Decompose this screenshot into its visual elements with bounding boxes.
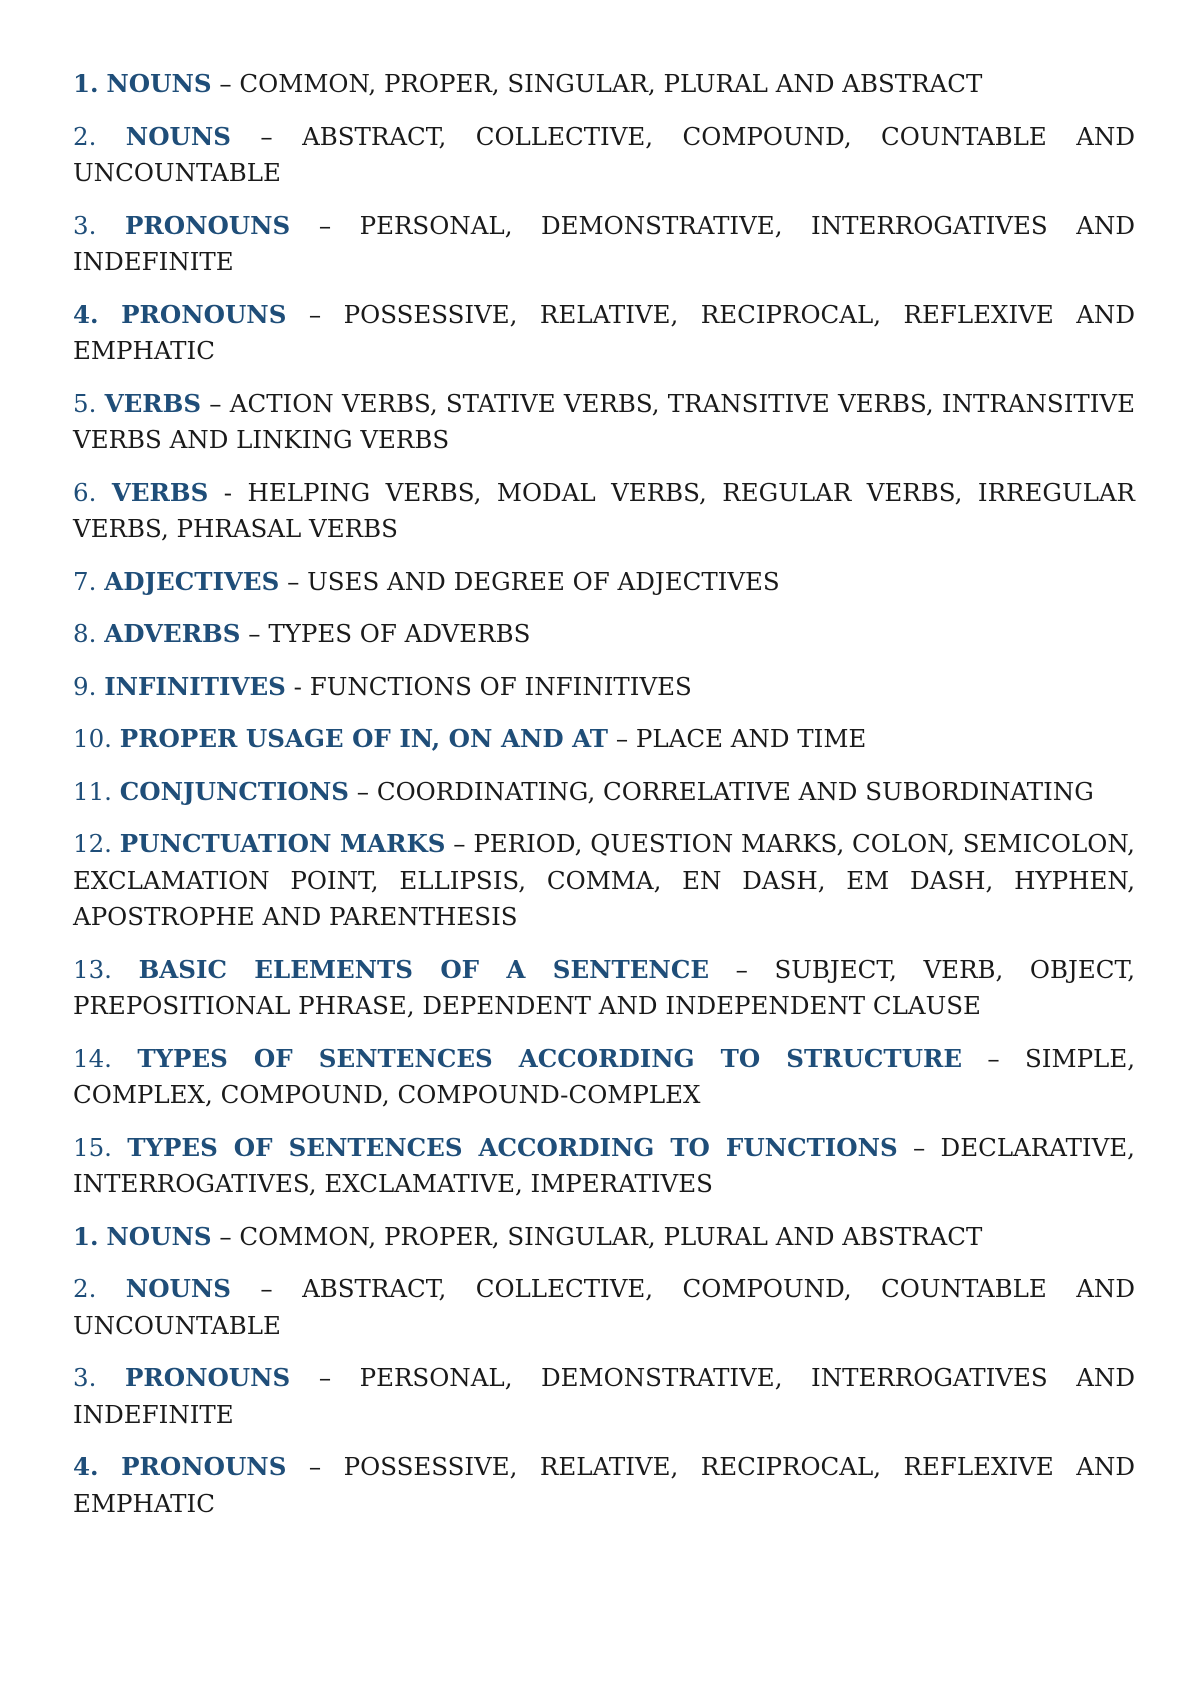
item-heading: NOUNS: [106, 69, 212, 98]
item-number: 12.: [73, 829, 112, 858]
item-description: ABSTRACT, COLLECTIVE, COMPOUND, COUNTABLE AND UNCOUNTABLE: [73, 1274, 1135, 1340]
item-number: 13.: [73, 954, 112, 984]
item-separator: –: [308, 299, 322, 329]
item-description: PERIOD, QUESTION MARKS, COLON, SEMICOLON, EXCLAMATION POINT, ELLIPSIS, COMMA, EN DASH, EM DASH, HYPHEN, APOSTROPHE AND PARENTHESIS: [73, 829, 1135, 931]
item-separator: –: [219, 1221, 232, 1251]
item-heading: PROPER USAGE OF IN, ON AND AT: [119, 724, 609, 753]
item-number: 2.: [73, 1274, 97, 1303]
item-separator: –: [308, 1452, 322, 1481]
topic-item: [73, 119, 1135, 192]
item-heading: PRONOUNS: [121, 299, 287, 329]
topic-item: [73, 616, 1135, 653]
item-description: COMMON, PROPER, SINGULAR, PLURAL AND ABSTRACT: [239, 69, 983, 98]
item-description: DECLARATIVE, INTERROGATIVES, EXCLAMATIVE, IMPERATIVES: [73, 1132, 1135, 1198]
item-number: 4.: [73, 299, 99, 329]
item-number: 6.: [73, 477, 97, 507]
topic-item: [73, 1271, 1135, 1344]
item-number: 10.: [73, 724, 112, 753]
topic-item: [73, 1360, 1135, 1433]
item-heading: BASIC ELEMENTS OF A SENTENCE: [138, 954, 709, 984]
item-separator: –: [987, 1043, 1000, 1073]
item-separator: –: [735, 954, 748, 984]
topic-item: [73, 475, 1135, 548]
topic-item: [73, 208, 1135, 281]
document-page: [73, 66, 1135, 1538]
item-separator: –: [248, 619, 261, 648]
item-heading: INFINITIVES: [104, 671, 286, 701]
item-separator: –: [615, 724, 629, 753]
item-heading: ADJECTIVES: [104, 566, 280, 596]
item-description: USES AND DEGREE OF ADJECTIVES: [307, 566, 780, 596]
item-separator: –: [219, 69, 232, 98]
item-heading: PRONOUNS: [124, 210, 291, 240]
topic-item: [73, 669, 1135, 706]
item-separator: –: [209, 388, 222, 418]
item-separator: –: [318, 210, 332, 240]
item-description: PERSONAL, DEMONSTRATIVE, INTERROGATIVES AND INDEFINITE: [73, 210, 1135, 276]
topic-item: [73, 826, 1135, 936]
item-number: 3.: [73, 210, 97, 240]
item-number: 5.: [73, 388, 97, 418]
item-separator: –: [260, 121, 273, 151]
item-description: COMMON, PROPER, SINGULAR, PLURAL AND ABSTRACT: [239, 1221, 983, 1251]
item-separator: –: [913, 1132, 926, 1162]
item-description: FUNCTIONS OF INFINITIVES: [309, 671, 692, 701]
item-number: 14.: [73, 1043, 112, 1073]
item-heading: NOUNS: [125, 121, 231, 151]
item-number: 1.: [73, 1221, 99, 1251]
item-number: 9.: [73, 671, 97, 701]
item-separator: –: [287, 566, 300, 596]
item-number: 3.: [73, 1363, 97, 1392]
item-number: 11.: [73, 776, 112, 806]
topic-item: [73, 774, 1135, 811]
topic-item: [73, 721, 1135, 758]
item-heading: TYPES OF SENTENCES ACCORDING TO STRUCTURE: [137, 1043, 963, 1073]
topic-item: [73, 564, 1135, 601]
item-heading: PUNCTUATION MARKS: [119, 829, 446, 858]
topic-item: [73, 1219, 1135, 1256]
item-number: 7.: [73, 566, 97, 596]
topic-item: [73, 66, 1135, 103]
item-description: POSSESSIVE, RELATIVE, RECIPROCAL, REFLEXIVE AND EMPHATIC: [73, 1452, 1135, 1518]
item-heading: ADVERBS: [104, 619, 241, 648]
topic-item: [73, 386, 1135, 459]
item-heading: PRONOUNS: [124, 1363, 291, 1392]
item-number: 1.: [73, 69, 99, 98]
topic-item: [73, 1130, 1135, 1203]
item-separator: -: [223, 477, 233, 507]
topic-item: [73, 952, 1135, 1025]
item-separator: –: [453, 829, 466, 858]
item-separator: –: [260, 1274, 273, 1303]
item-heading: CONJUNCTIONS: [119, 776, 349, 806]
item-number: 4.: [73, 1452, 99, 1481]
item-heading: NOUNS: [106, 1221, 212, 1251]
item-description: ABSTRACT, COLLECTIVE, COMPOUND, COUNTABLE AND UNCOUNTABLE: [73, 121, 1135, 187]
item-number: 2.: [73, 121, 97, 151]
item-description: SIMPLE, COMPLEX, COMPOUND, COMPOUND-COMPLEX: [73, 1043, 1135, 1109]
topic-item: [73, 1449, 1135, 1522]
item-description: TYPES OF ADVERBS: [268, 619, 531, 648]
topic-item: [73, 297, 1135, 370]
item-description: POSSESSIVE, RELATIVE, RECIPROCAL, REFLEXIVE AND EMPHATIC: [73, 299, 1135, 365]
item-heading: PRONOUNS: [121, 1452, 287, 1481]
item-separator: –: [356, 776, 370, 806]
item-description: PERSONAL, DEMONSTRATIVE, INTERROGATIVES AND INDEFINITE: [73, 1363, 1135, 1429]
item-heading: TYPES OF SENTENCES ACCORDING TO FUNCTIONS: [127, 1132, 898, 1162]
item-description: COORDINATING, CORRELATIVE AND SUBORDINATING: [376, 776, 1094, 806]
item-separator: –: [318, 1363, 332, 1392]
item-description: ACTION VERBS, STATIVE VERBS, TRANSITIVE VERBS, INTRANSITIVE VERBS AND LINKING VERBS: [73, 388, 1135, 454]
item-heading: NOUNS: [125, 1274, 231, 1303]
item-description: SUBJECT, VERB, OBJECT, PREPOSITIONAL PHRASE, DEPENDENT AND INDEPENDENT CLAUSE: [73, 954, 1135, 1020]
item-number: 8.: [73, 619, 97, 648]
item-number: 15.: [73, 1132, 112, 1162]
item-separator: -: [293, 671, 302, 701]
item-description: HELPING VERBS, MODAL VERBS, REGULAR VERBS, IRREGULAR VERBS, PHRASAL VERBS: [73, 477, 1135, 543]
item-heading: VERBS: [104, 388, 202, 418]
item-description: PLACE AND TIME: [635, 724, 867, 753]
item-heading: VERBS: [111, 477, 209, 507]
topic-item: [73, 1041, 1135, 1114]
